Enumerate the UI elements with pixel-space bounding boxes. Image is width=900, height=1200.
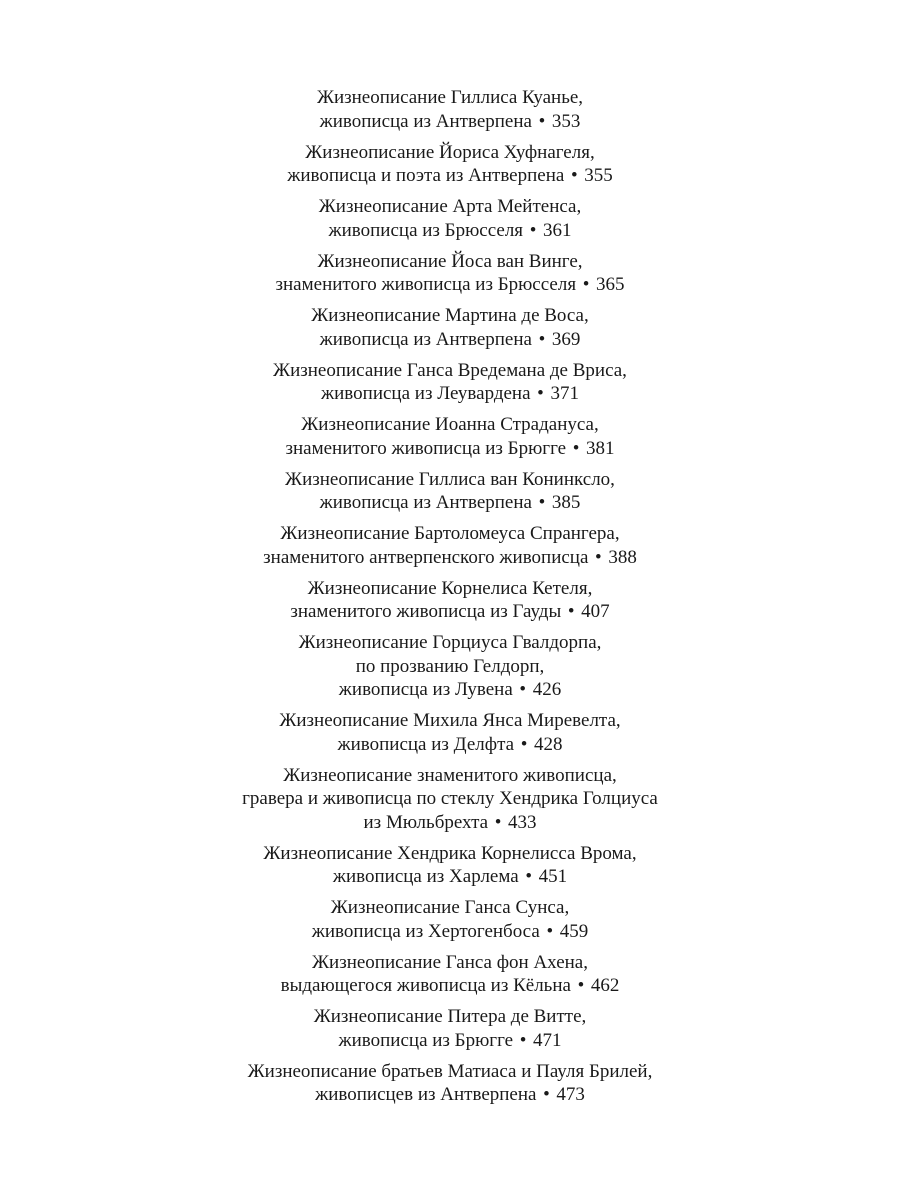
- toc-entry-text: Жизнеописание Ганса Вредемана де Вриса,: [273, 359, 627, 381]
- toc-entry: [0, 468, 900, 515]
- toc-entry-line: [0, 522, 900, 546]
- toc-entry-line: [0, 164, 900, 188]
- bullet-separator: •: [546, 920, 554, 942]
- toc-entry: [0, 631, 900, 702]
- bullet-separator: •: [520, 733, 528, 755]
- toc-entry-line: [0, 413, 900, 437]
- page-number: 433: [507, 811, 537, 833]
- toc-entry-line: [0, 733, 900, 757]
- toc-entry-text: живописца из Леувардена: [321, 383, 531, 404]
- toc-entry-line: [0, 842, 900, 866]
- bullet-separator: •: [538, 492, 546, 513]
- toc-entry-line: [0, 1083, 900, 1107]
- toc-entry-text: знаменитого живописца из Брюгге: [285, 437, 567, 459]
- toc-entry-line: [0, 920, 900, 944]
- toc-entry-line: [0, 437, 900, 461]
- toc-entry-line: [0, 764, 900, 788]
- toc-entry-text: Жизнеописание Иоанна Страдануса,: [301, 414, 599, 435]
- toc-entry-line: [0, 468, 900, 492]
- toc-entry-line: [0, 896, 900, 920]
- bullet-separator: •: [595, 546, 602, 568]
- toc-entry: [0, 359, 900, 406]
- table-of-contents: [0, 86, 900, 1114]
- toc-entry-text: живописца из Брюгге: [338, 1029, 514, 1051]
- toc-entry: [0, 86, 900, 133]
- toc-entry-text: Жизнеописание Гиллиса ван Конинксло,: [285, 468, 615, 490]
- toc-entry-line: [0, 1005, 900, 1029]
- bullet-separator: •: [543, 1084, 550, 1105]
- toc-entry-text: живописца и поэта из Антверпена: [287, 165, 565, 186]
- toc-entry-text: живописца из Хертогенбоса: [311, 920, 540, 942]
- toc-entry: [0, 304, 900, 351]
- toc-entry-line: [0, 787, 900, 811]
- page-number: 426: [532, 679, 562, 700]
- toc-entry-text: живописца из Харлема: [332, 866, 519, 887]
- page-number: 459: [559, 920, 589, 942]
- toc-entry-text: Жизнеописание Горциуса Гвалдорпа,: [298, 632, 602, 653]
- toc-entry: [0, 1060, 900, 1107]
- toc-entry-text: Жизнеописание Гиллиса Куанье,: [316, 87, 584, 108]
- toc-entry-line: [0, 577, 900, 601]
- toc-entry-line: [0, 709, 900, 733]
- toc-entry-line: [0, 974, 900, 998]
- page-number: 353: [551, 110, 581, 132]
- bullet-separator: •: [529, 219, 537, 241]
- toc-entry: [0, 1005, 900, 1052]
- toc-entry: [0, 951, 900, 998]
- toc-entry-line: [0, 328, 900, 352]
- toc-entry-text: Жизнеописание Бартоломеуса Спрангера,: [280, 523, 620, 544]
- page-number: 407: [581, 601, 610, 622]
- toc-entry-line: [0, 678, 900, 702]
- toc-entry-text: выдающегося живописца из Кёльна: [280, 975, 571, 996]
- page-number: 365: [596, 274, 625, 295]
- toc-entry: [0, 896, 900, 943]
- toc-entry-text: Жизнеописание братьев Матиаса и Пауля Брилей,: [247, 1060, 653, 1082]
- page-number: 361: [542, 219, 572, 241]
- toc-entry-line: [0, 250, 900, 274]
- toc-entry-text: живописца из Лувена: [338, 679, 513, 700]
- toc-entry-text: Жизнеописание Хендрика Корнелисса Врома,: [263, 842, 637, 864]
- toc-entry-text: Жизнеописание Ганса фон Ахена,: [312, 951, 588, 973]
- toc-entry-line: [0, 273, 900, 297]
- toc-entry-text: знаменитого антверпенского живописца: [263, 546, 589, 568]
- page-number: 451: [538, 866, 568, 887]
- page-number: 388: [608, 546, 637, 568]
- toc-entry-line: [0, 141, 900, 165]
- toc-entry: [0, 195, 900, 242]
- toc-entry-text: Жизнеописание Арта Мейтенса,: [318, 196, 582, 217]
- bullet-separator: •: [494, 811, 502, 833]
- toc-entry: [0, 764, 900, 835]
- toc-entry-line: [0, 600, 900, 624]
- toc-entry-text: знаменитого живописца из Гауды: [290, 601, 562, 622]
- toc-entry-text: Жизнеописание Корнелиса Кетеля,: [307, 577, 593, 599]
- toc-entry: [0, 842, 900, 889]
- toc-entry-line: [0, 1029, 900, 1053]
- toc-entry-text: из Мюльбрехта: [363, 811, 489, 833]
- toc-entry-line: [0, 382, 900, 406]
- bullet-separator: •: [519, 1029, 527, 1051]
- bullet-separator: •: [570, 165, 578, 186]
- toc-entry-text: живописцев из Антверпена: [315, 1084, 537, 1105]
- toc-entry: [0, 577, 900, 624]
- toc-entry: [0, 141, 900, 188]
- page-number: 371: [550, 383, 579, 404]
- toc-entry-text: Жизнеописание Йоса ван Винге,: [317, 250, 583, 272]
- bullet-separator: •: [538, 110, 546, 132]
- page-number: 385: [551, 492, 581, 513]
- page-number: 471: [533, 1029, 562, 1051]
- bullet-separator: •: [519, 679, 527, 700]
- toc-entry-line: [0, 811, 900, 835]
- toc-entry-text: живописца из Антверпена: [319, 110, 532, 132]
- toc-entry-text: живописца из Антверпена: [319, 492, 532, 513]
- toc-entry-text: Жизнеописание Мартина де Воса,: [311, 305, 589, 326]
- toc-entry-line: [0, 86, 900, 110]
- toc-entry-line: [0, 865, 900, 889]
- page-number: 369: [551, 328, 581, 350]
- toc-entry-line: [0, 110, 900, 134]
- toc-entry-line: [0, 491, 900, 515]
- toc-entry-line: [0, 219, 900, 243]
- toc-entry: [0, 522, 900, 569]
- toc-entry-text: живописца из Антверпена: [319, 328, 532, 350]
- toc-entry-text: знаменитого живописца из Брюсселя: [275, 274, 577, 295]
- toc-entry: [0, 709, 900, 756]
- bullet-separator: •: [582, 274, 590, 295]
- toc-entry-line: [0, 1060, 900, 1084]
- toc-entry-text: Жизнеописание Йориса Хуфнагеля,: [305, 141, 595, 163]
- bullet-separator: •: [572, 437, 580, 459]
- toc-entry-line: [0, 655, 900, 679]
- bullet-separator: •: [537, 383, 544, 404]
- toc-entry: [0, 250, 900, 297]
- toc-entry-line: [0, 631, 900, 655]
- toc-entry-line: [0, 546, 900, 570]
- page-number: 428: [534, 733, 563, 755]
- page-number: 381: [586, 437, 615, 459]
- toc-entry-text: живописца из Брюсселя: [328, 219, 524, 241]
- page-number: 355: [584, 165, 613, 186]
- toc-entry-line: [0, 359, 900, 383]
- bullet-separator: •: [525, 866, 532, 887]
- bullet-separator: •: [577, 975, 585, 996]
- toc-entry-line: [0, 951, 900, 975]
- page-number: 473: [556, 1084, 585, 1105]
- toc-entry-text: гравера и живописца по стеклу Хендрика Голциуса: [242, 788, 658, 809]
- bullet-separator: •: [567, 601, 575, 622]
- page-number: 462: [590, 975, 620, 996]
- bullet-separator: •: [538, 328, 546, 350]
- toc-entry: [0, 413, 900, 460]
- toc-entry-text: по прозванию Гелдорп,: [355, 655, 545, 677]
- toc-entry-text: живописца из Делфта: [337, 733, 515, 755]
- toc-entry-text: Жизнеописание Питера де Витте,: [313, 1006, 587, 1027]
- toc-entry-line: [0, 304, 900, 328]
- toc-entry-line: [0, 195, 900, 219]
- toc-entry-text: Жизнеописание Михила Янса Миревелта,: [279, 710, 621, 731]
- toc-entry-text: Жизнеописание Ганса Сунса,: [330, 897, 570, 918]
- toc-entry-text: Жизнеописание знаменитого живописца,: [283, 764, 617, 786]
